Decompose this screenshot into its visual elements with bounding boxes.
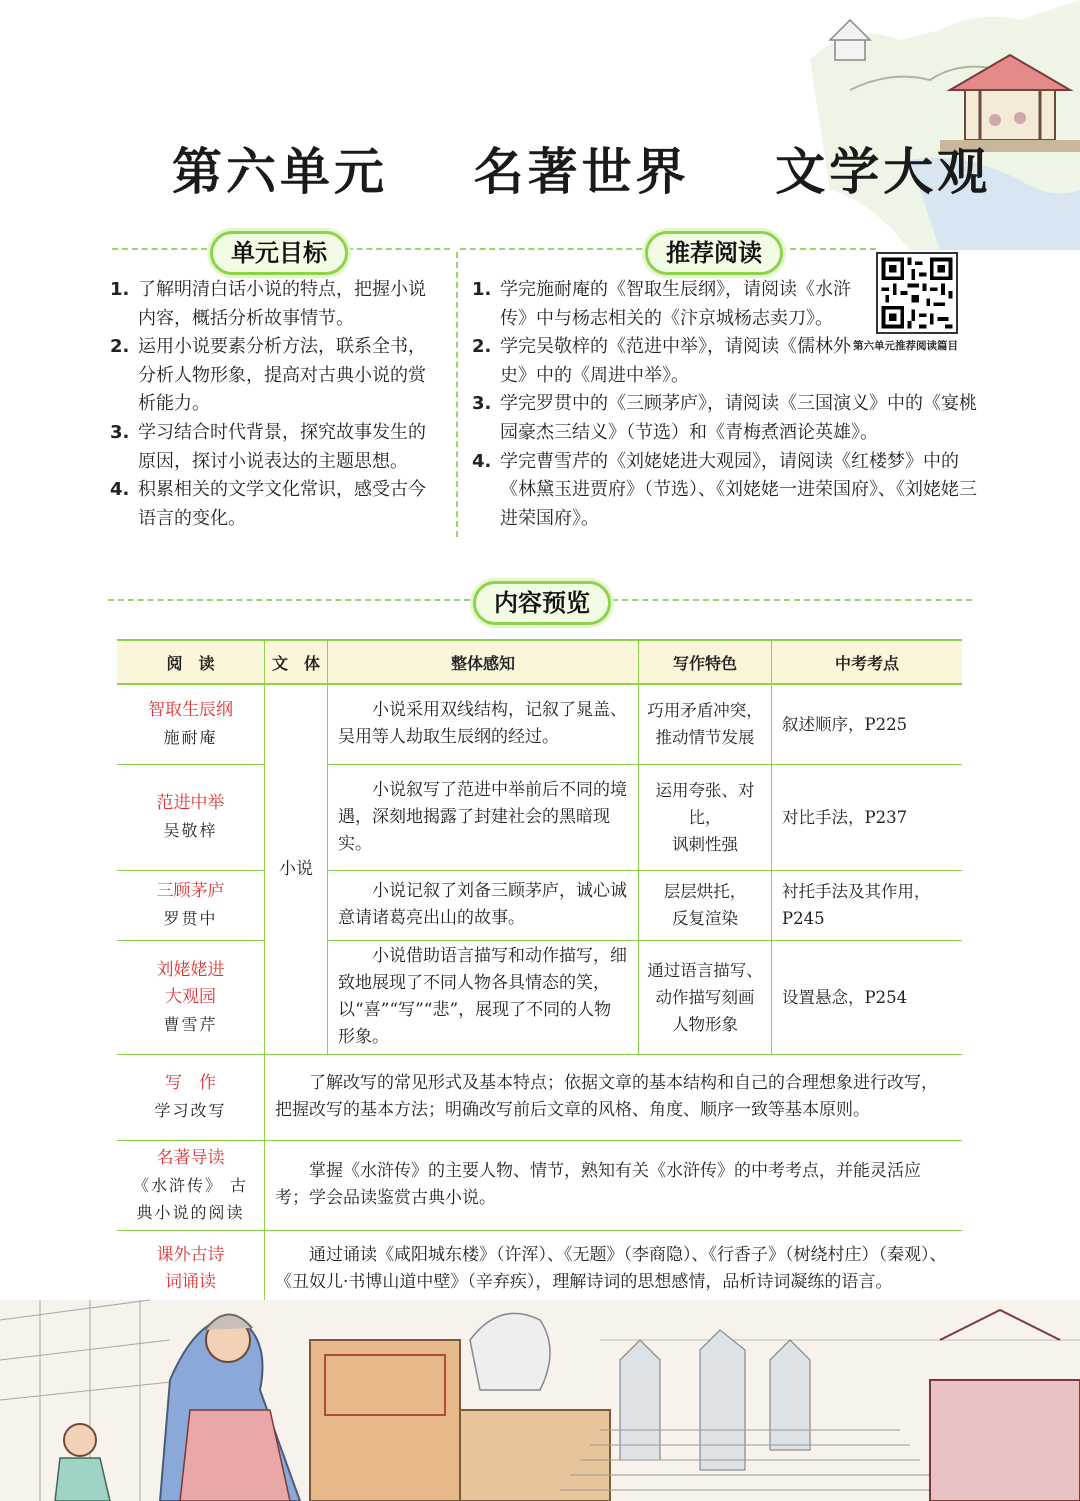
table-row xyxy=(117,684,962,764)
palace-scene-illustration xyxy=(0,1280,1080,1501)
list-item: 3. 学完罗贯中的《三顾茅庐》，请阅读《三国演义》中的《宴桃园豪杰三结义》（节选）和《青梅煮酒论英雄》。 xyxy=(472,393,977,443)
feature-cell: 巧用矛盾冲突， 推动情节发展 xyxy=(639,684,772,764)
list-item: 1. 学完施耐庵的《智取生辰纲》，请阅读《水浒传》中与杨志相关的《汴京城杨志卖刀》。 xyxy=(472,279,851,329)
desc-cell: 小说借助语言描写和动作描写，细致地展现了不同人物各具情态的笑，以“喜”“写”“悲”，展现了不同的人物形象。 xyxy=(328,940,639,1054)
exam-point-cell: 对比手法，P237 xyxy=(772,764,963,870)
exam-point-cell: 叙述顺序，P225 xyxy=(772,684,963,764)
column-header: 整体感知 xyxy=(328,640,639,684)
genre-cell: 小说 xyxy=(265,684,328,1054)
table-row xyxy=(117,1140,962,1230)
exam-point-cell: 设置悬念，P254 xyxy=(772,940,963,1054)
divider xyxy=(780,248,876,250)
feature-cell: 层层烘托， 反复渲染 xyxy=(639,870,772,940)
table-row xyxy=(117,870,962,940)
column-header: 文 体 xyxy=(265,640,328,684)
column-header: 中考考点 xyxy=(772,640,963,684)
exam-point-cell: 衬托手法及其作用，P245 xyxy=(772,870,963,940)
desc-cell: 小说叙写了范进中举前后不同的境遇，深刻地揭露了封建社会的黑暗现实。 xyxy=(328,764,639,870)
list-item: 4. 学完曹雪芹的《刘姥姥进大观园》，请阅读《红楼梦》中的《林黛玉进贾府》（节选）、《刘姥姥一进荣国府》、《刘姥姥三进荣国府》。 xyxy=(472,450,977,529)
desc-cell: 小说采用双线结构，记叙了晁盖、吴用等人劫取生辰纲的经过。 xyxy=(328,684,639,764)
reading-cell: 课外古诗词诵读 xyxy=(117,1230,265,1308)
page-title: 第六单元 名著世界 文学大观 xyxy=(172,143,992,201)
list-item: 3. 学习结合时代背景，探究故事发生的原因，探讨小说表达的主题思想。 xyxy=(110,421,426,472)
pavilion-illustration xyxy=(790,0,1080,250)
divider xyxy=(108,599,470,601)
list-item: 4. 积累相关的文学文化常识，感受古今语言的变化。 xyxy=(110,479,426,529)
desc-cell: 了解改写的常见形式及基本特点；依据文章的基本结构和自己的合理想象进行改写，把握改写的基本方法；明确改写前后文章的风格、角度、顺序一致等基本原则。 xyxy=(265,1054,963,1140)
column-header: 阅 读 xyxy=(117,640,265,684)
feature-cell: 通过语言描写、动作描写刻画 人物形象 xyxy=(639,940,772,1054)
reading-cell: 刘姥姥进大观园 曹雪芹 xyxy=(117,940,265,1054)
qr-code-icon[interactable] xyxy=(876,252,958,334)
reading-cell: 名著导读 《水浒传》 古典小说的阅读 xyxy=(117,1140,265,1230)
table-row xyxy=(117,1054,962,1140)
table-row xyxy=(117,940,962,1054)
desc-cell: 通过诵读《咸阳城东楼》（许浑）、《无题》（李商隐）、《行香子》（树绕村庄）（秦观）、《丑奴儿·书博山道中壁》（辛弃疾），理解诗词的思想感情，品析诗词凝练的语言。 xyxy=(265,1230,963,1308)
reading-cell: 范进中举 吴敬梓 xyxy=(117,764,265,870)
divider xyxy=(612,599,972,601)
list-item: 2. 学完吴敬梓的《范进中举》，请阅读《儒林外史》中的《周进中举》。 xyxy=(472,336,851,386)
reading-cell: 智取生辰纲 施耐庵 xyxy=(117,684,265,764)
preview-table xyxy=(117,639,962,1309)
list-item: 2. 运用小说要素分析方法，联系全书，分析人物形象，提高对古典小说的赏析能力。 xyxy=(110,336,426,415)
divider xyxy=(460,248,642,250)
divider xyxy=(112,248,207,250)
table-header-row xyxy=(117,640,962,684)
goals-heading: 单元目标 xyxy=(210,231,348,275)
qr-caption: 第六单元推荐阅读篇目 xyxy=(853,340,958,352)
reading-cell: 三顾茅庐 罗贯中 xyxy=(117,870,265,940)
goals-list xyxy=(110,276,440,533)
desc-cell: 小说记叙了刘备三顾茅庐，诚心诚意请诸葛亮出山的故事。 xyxy=(328,870,639,940)
table-row xyxy=(117,764,962,870)
preview-heading: 内容预览 xyxy=(473,581,611,625)
list-item: 1. 了解明清白话小说的特点，把握小说内容，概括分析故事情节。 xyxy=(110,279,426,329)
desc-cell: 掌握《水浒传》的主要人物、情节，熟知有关《水浒传》的中考考点，并能灵活应考；学会品读鉴赏古典小说。 xyxy=(265,1140,963,1230)
reading-cell: 写 作 学习改写 xyxy=(117,1054,265,1140)
feature-cell: 运用夸张、对比， 讽刺性强 xyxy=(639,764,772,870)
recommend-heading: 推荐阅读 xyxy=(645,231,783,275)
column-header: 写作特色 xyxy=(639,640,772,684)
column-divider xyxy=(456,252,458,537)
divider xyxy=(347,248,450,250)
